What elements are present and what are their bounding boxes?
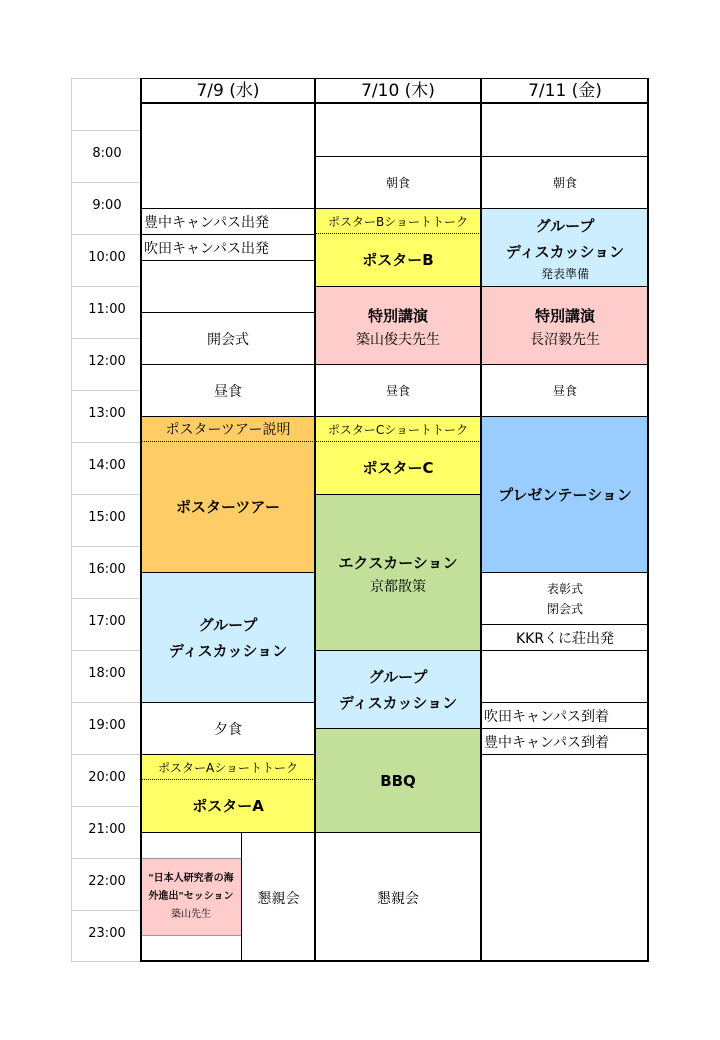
- time-label: 21:00: [88, 822, 126, 837]
- event-lunch: 昼食: [315, 364, 481, 416]
- overseas-line3: 築山先生: [171, 909, 211, 920]
- group-line2: ディスカッション: [338, 693, 458, 712]
- time-column: [71, 78, 142, 962]
- event-group-discussion: [141, 572, 315, 702]
- closing-label: 閉会式: [546, 601, 583, 616]
- column-border: [314, 78, 316, 962]
- day-header: 7/9 (水): [141, 78, 315, 104]
- day-header: 7/11 (金): [481, 78, 649, 104]
- schedule-grid: [71, 78, 649, 962]
- time-gridline: [72, 910, 142, 911]
- event-dinner: 夕食: [141, 702, 315, 754]
- time-label: 20:00: [88, 770, 126, 785]
- event-special-lecture: [481, 286, 649, 364]
- special-speaker: 築山俊夫先生: [356, 331, 440, 348]
- group-line2: ディスカッション: [505, 243, 625, 261]
- top-border: [141, 78, 649, 79]
- time-label: 23:00: [88, 926, 126, 941]
- event-lunch: 昼食: [481, 364, 649, 416]
- overseas-line1: "日本人研究者の海: [148, 873, 234, 884]
- excursion-sub: 京都散策: [370, 578, 426, 595]
- event-bbq: BBQ: [315, 728, 481, 832]
- column-border: [647, 78, 649, 962]
- time-gridline: [72, 494, 142, 495]
- time-label: 17:00: [88, 614, 126, 629]
- column-border: [480, 78, 482, 962]
- column-border: [140, 78, 142, 962]
- event-breakfast: 朝食: [315, 156, 481, 208]
- day-column-0710: [315, 78, 481, 962]
- event-poster-a: ポスターA: [141, 780, 315, 832]
- excursion-title: エクスカーション: [338, 553, 458, 572]
- time-gridline: [72, 806, 142, 807]
- event-social: 懇親会: [315, 832, 481, 962]
- event-suita-depart: 吹田キャンパス出発: [141, 234, 315, 260]
- event-lunch: 昼食: [141, 364, 315, 416]
- special-speaker: 長沼毅先生: [530, 331, 600, 348]
- event-opening: 開会式: [141, 312, 315, 364]
- time-label: 15:00: [88, 510, 126, 525]
- group-line1: グループ: [535, 217, 595, 235]
- overseas-line2: 外進出"セッション: [148, 891, 234, 902]
- day-column-0709: [141, 78, 315, 962]
- time-gridline: [72, 442, 142, 443]
- time-label: 11:00: [88, 302, 126, 317]
- time-label: 10:00: [88, 250, 126, 265]
- event-excursion: [315, 494, 481, 650]
- event-presentation: プレゼンテーション: [481, 416, 649, 572]
- time-gridline: [72, 961, 142, 962]
- empty-slot: [141, 260, 315, 312]
- time-label: 22:00: [88, 874, 126, 889]
- time-gridline: [72, 650, 142, 651]
- event-poster-c-short: ポスターCショートトーク: [315, 416, 481, 442]
- group-line1: グループ: [368, 667, 428, 686]
- event-overseas-session: [141, 858, 241, 936]
- event-toyonaka-depart: 豊中キャンパス出発: [141, 208, 315, 234]
- time-label: 14:00: [88, 458, 126, 473]
- time-gridline: [72, 390, 142, 391]
- event-breakfast: 朝食: [481, 156, 649, 208]
- event-group-discussion: [315, 650, 481, 728]
- event-poster-b-short: ポスターBショートトーク: [315, 208, 481, 234]
- group-line2: ディスカッション: [168, 641, 288, 660]
- event-poster-tour: ポスターツアー: [141, 442, 315, 572]
- time-gridline: [72, 234, 142, 235]
- event-special-lecture: [315, 286, 481, 364]
- event-group-discussion: [481, 208, 649, 286]
- time-gridline: [72, 338, 142, 339]
- time-label: 18:00: [88, 666, 126, 681]
- time-label: 8:00: [92, 146, 122, 161]
- event-poster-b: ポスターB: [315, 234, 481, 286]
- event-suita-arrive: 吹田キャンパス到着: [481, 702, 649, 728]
- time-gridline: [72, 78, 142, 79]
- bottom-border: [141, 960, 649, 962]
- time-gridline: [72, 546, 142, 547]
- time-gridline: [72, 598, 142, 599]
- time-gridline: [72, 754, 142, 755]
- event-poster-a-short: ポスターAショートトーク: [141, 754, 315, 780]
- group-line1: グループ: [198, 615, 258, 634]
- time-label: 12:00: [88, 354, 126, 369]
- time-label: 19:00: [88, 718, 126, 733]
- event-poster-c: ポスターC: [315, 442, 481, 494]
- event-social: 懇親会: [241, 832, 315, 962]
- day-header: 7/10 (木): [315, 78, 481, 104]
- empty-slot: [481, 650, 649, 702]
- time-label: 13:00: [88, 406, 126, 421]
- award-label: 表彰式: [546, 581, 583, 596]
- time-gridline: [72, 182, 142, 183]
- group-sub: 発表準備: [540, 267, 589, 281]
- time-gridline: [72, 130, 142, 131]
- event-poster-tour-intro: ポスターツアー説明: [141, 416, 315, 442]
- time-gridline: [72, 702, 142, 703]
- time-label: 16:00: [88, 562, 126, 577]
- event-kkr-depart: KKRくに荘出発: [481, 624, 649, 650]
- special-title: 特別講演: [534, 306, 595, 325]
- special-title: 特別講演: [367, 306, 428, 325]
- time-gridline: [72, 858, 142, 859]
- empty-slot: [481, 754, 649, 962]
- event-toyonaka-arrive: 豊中キャンパス到着: [481, 728, 649, 754]
- time-label: 9:00: [92, 198, 122, 213]
- day-column-0711: [481, 78, 649, 962]
- time-gridline: [72, 286, 142, 287]
- event-award-closing: [481, 572, 649, 624]
